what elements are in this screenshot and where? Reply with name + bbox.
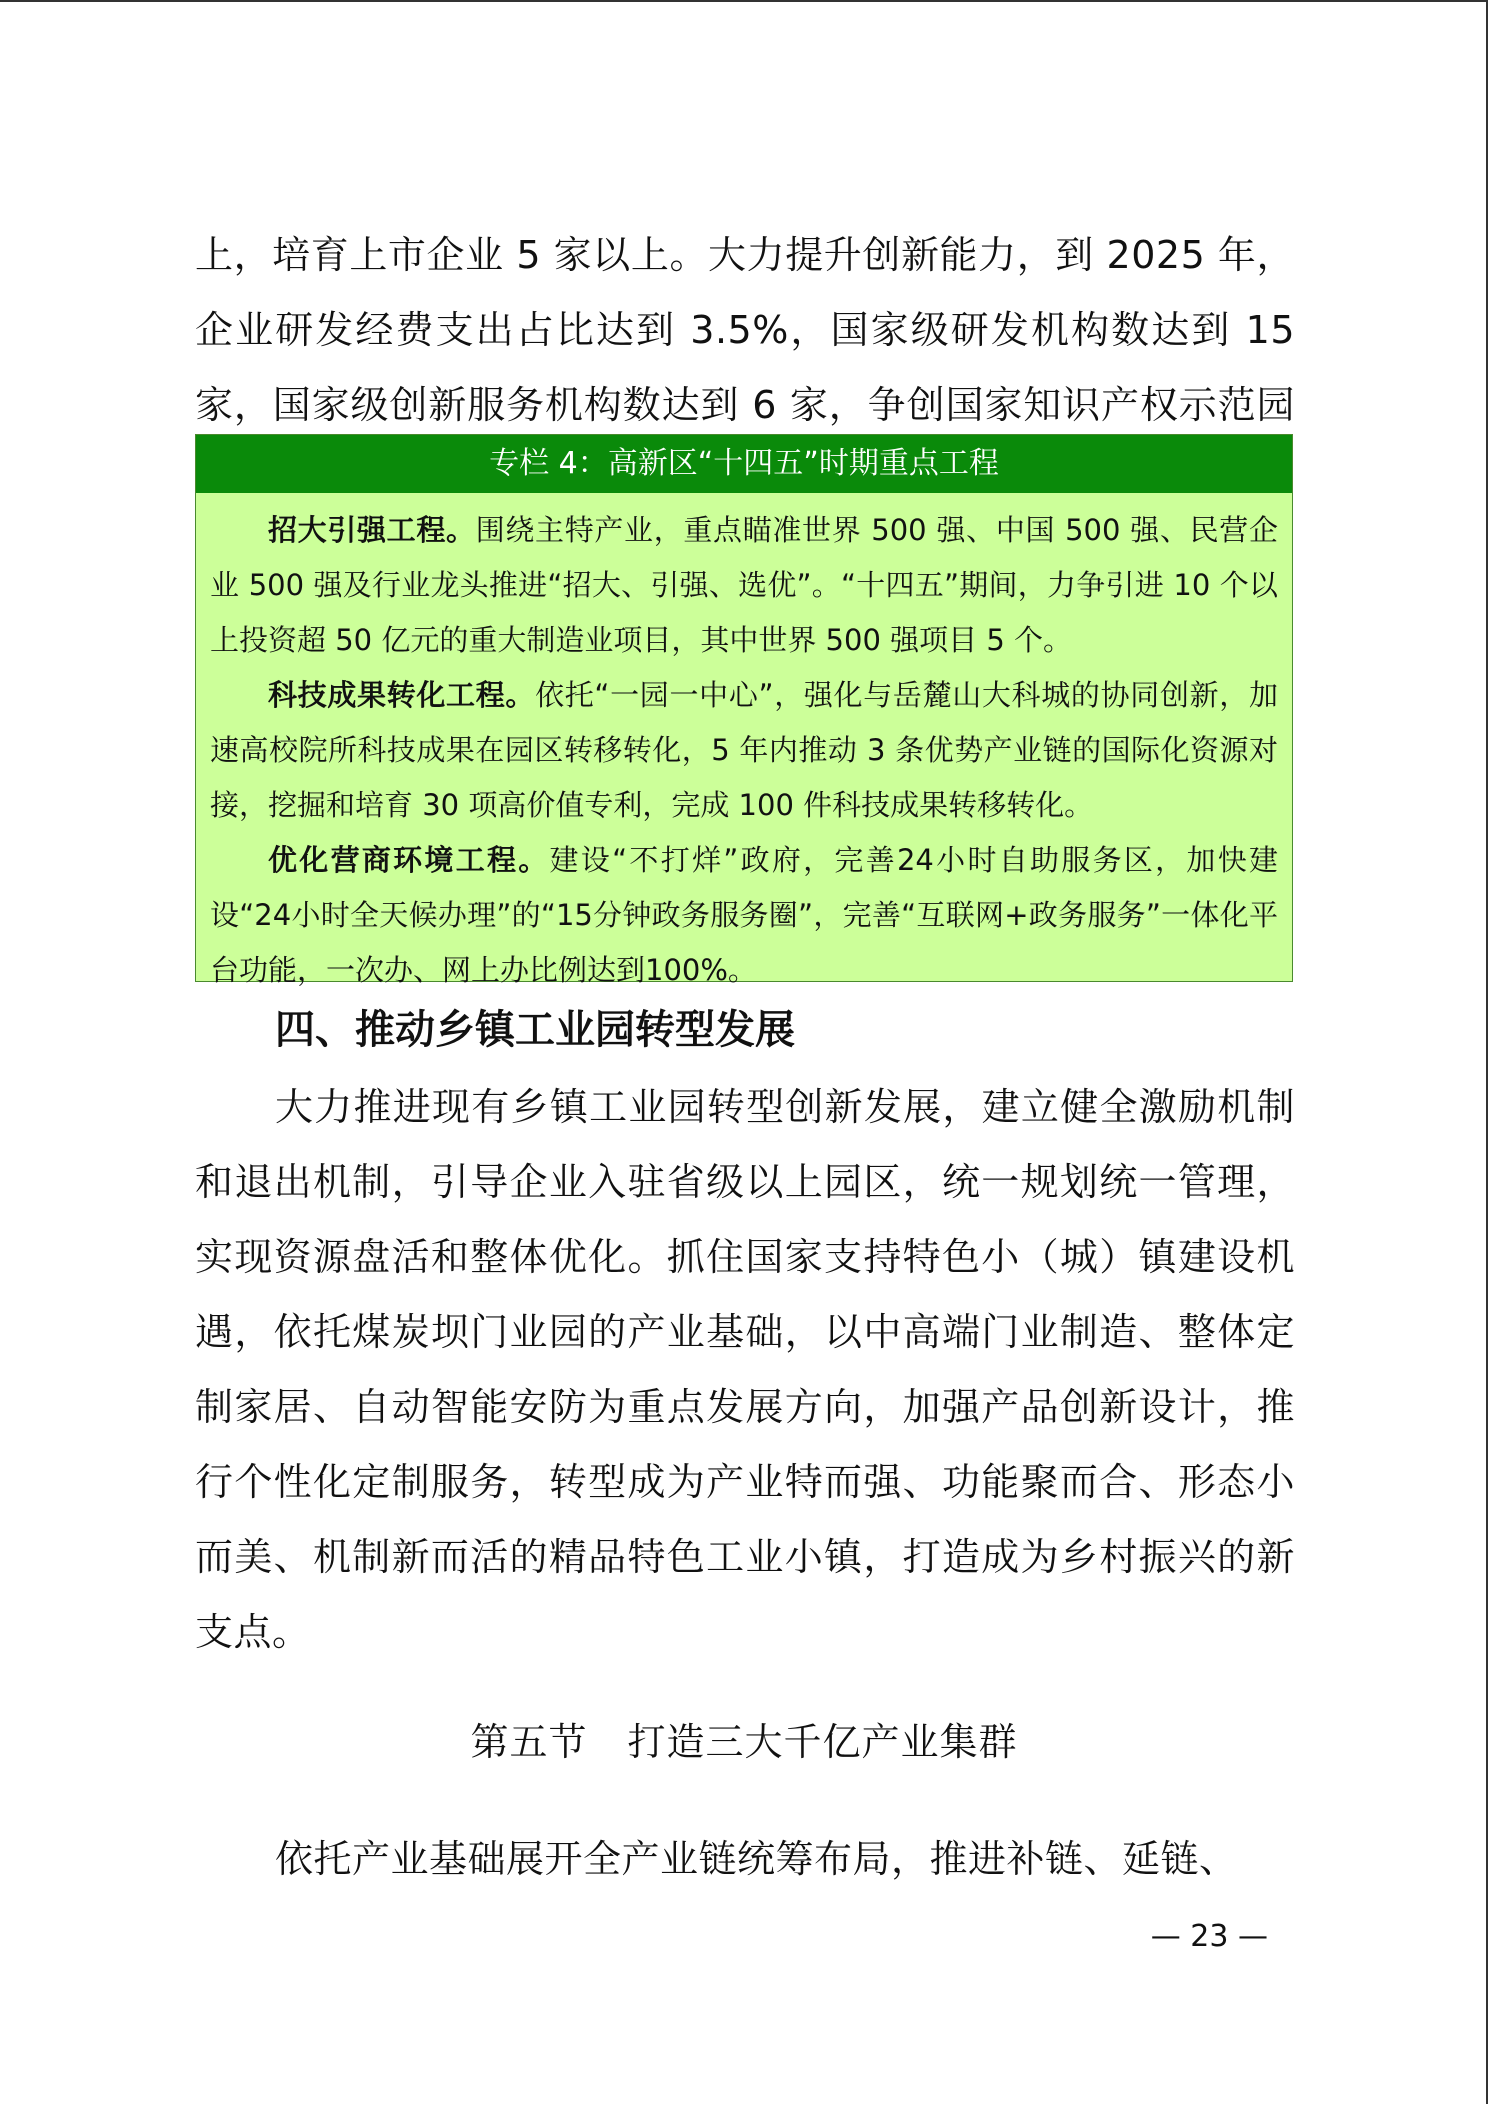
box-item-tech-transfer bbox=[210, 668, 1278, 833]
box-item-lead: 优化营商环境工程。 bbox=[268, 843, 550, 877]
box-item-business-env bbox=[210, 833, 1278, 998]
subsection-heading: 四、推动乡镇工业园转型发展 bbox=[275, 1007, 795, 1053]
feature-box bbox=[195, 434, 1293, 987]
box-item-text: 依托“一园一中心”，强化与岳麓山大科城的协同创新，加速高校院所科技成果在园区转移转化，5 年内推动 3 条优势产业链的国际化资源对接，挖掘和培育 30 项高价值专利，完成 100 件科技成果转移转化。 bbox=[210, 678, 1278, 822]
box-item-recruit bbox=[210, 503, 1278, 668]
section-number: 第五节 bbox=[470, 1720, 588, 1764]
feature-box-title: 专栏 4：高新区“十四五”时期重点工程 bbox=[196, 435, 1292, 493]
box-item-lead: 科技成果转化工程。 bbox=[268, 678, 536, 712]
feature-box-body bbox=[196, 493, 1292, 998]
paragraph-last: 依托产业基础展开全产业链统筹布局，推进补链、延链、 bbox=[275, 1837, 1238, 1881]
section-name: 打造三大千亿产业集群 bbox=[627, 1720, 1018, 1764]
box-item-text: 建设“不打烊”政府，完善24小时自助服务区，加快建设“24小时全天候办理”的“15分钟政务服务圈”，完善“互联网+政务服务”一体化平台功能，一次办、网上办比例达到100%。 bbox=[210, 843, 1278, 987]
box-item-lead: 招大引强工程。 bbox=[268, 513, 476, 547]
page-number: — 23 — bbox=[1150, 1919, 1268, 1954]
paragraph-main: 大力推进现有乡镇工业园转型创新发展，建立健全激励机制和退出机制，引导企业入驻省级以上园区，统一规划统一管理，实现资源盘活和整体优化。抓住国家支持特色小（城）镇建设机遇，依托煤炭坝门业园的产业基础，以中高端门业制造、整体定制家居、自动智能安防为重点发展方向，加强产品创新设计，推行个性化定制服务，转型成为产业特而强、功能聚而合、形态小而美、机制新而活的精品特色工业小镇，打造成为乡村振兴的新支点。 bbox=[195, 1085, 1295, 1654]
paragraph-top: 上，培育上市企业 5 家以上。大力提升创新能力，到 2025 年，企业研发经费支出占比达到 3.5%，国家级研发机构数达到 15 家，国家级创新服务机构数达到 6 家，争创国家知识产权示范园 bbox=[195, 233, 1295, 427]
box-item-text: 围绕主特产业，重点瞄准世界 500 强、中国 500 强、民营企业 500 强及行业龙头推进“招大、引强、选优”。“十四五”期间，力争引进 10 个以上投资超 50 亿元的重大制造业项目，其中世界 500 强项目 5 个。 bbox=[210, 513, 1278, 657]
section-title bbox=[0, 1712, 1488, 1772]
